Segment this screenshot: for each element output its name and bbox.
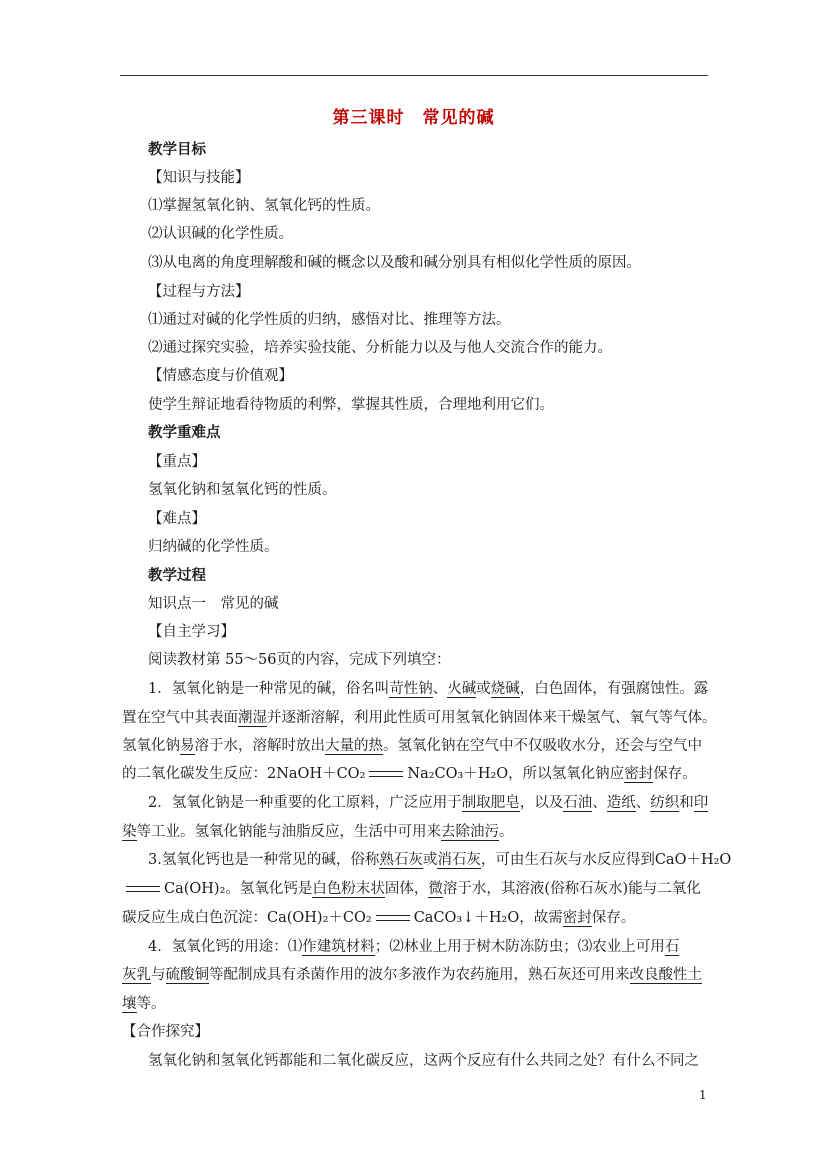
knowledge-item-3: ⑶从电离的角度理解酸和碱的概念以及酸和碱分别具有相似化学性质的原因。 (148, 255, 641, 271)
process-heading: 教学过程 (148, 567, 206, 584)
knowledge-heading: 【知识与技能】 (148, 170, 250, 186)
answer-blank: 密封 (624, 766, 654, 782)
process-item-2: ⑵通过探究实验，培养实验技能、分析能力以及与他人交流合作的能力。 (148, 340, 612, 356)
answer-blank: 改良酸性土 (629, 967, 702, 983)
item-1-line-3: 氢氧化钠易溶于水，溶解时放出大量的热。氢氧化钠在空气中不仅吸收水分，还会与空气中 (122, 738, 702, 754)
emotion-item-1: 使学生辩证地看待物质的利弊，掌握其性质，合理地利用它们。 (148, 397, 554, 413)
difficulty-heading: 【难点】 (148, 511, 206, 527)
page-title: 第三课时 常见的碱 (332, 108, 495, 128)
equals-sign (369, 771, 403, 777)
answer-blank: 石 (664, 939, 680, 955)
equals-sign (126, 886, 160, 892)
emotion-heading: 【情感态度与价值观】 (148, 368, 293, 384)
answer-blank: 硫酸铜 (165, 967, 209, 983)
answer-blank: 白色粉末状 (312, 881, 385, 897)
header-rule (120, 75, 708, 76)
key-point-heading: 【重点】 (148, 454, 206, 470)
item-4-line-3: 壤等。 (122, 996, 166, 1012)
answer-blank: 作建筑材料 (302, 939, 375, 955)
item-4-line-1: 4．氢氧化钙的用途：⑴作建筑材料；⑵林业上用于树木防冻防虫；⑶农业上可用石 (148, 939, 680, 955)
knowledge-item-1: ⑴掌握氢氧化钠、氢氧化钙的性质。 (148, 198, 380, 214)
item-4-line-2: 灰乳与硫酸铜等配制成具有杀菌作用的波尔多液作为农药施用，熟石灰还可用来改良酸性土 (122, 967, 702, 983)
process-method-heading: 【过程与方法】 (148, 284, 250, 300)
answer-blank: 纺织 (650, 795, 680, 811)
item-2-line-1: 2．氢氧化钠是一种重要的化工原料，广泛应用于制取肥皂，以及石油、造纸、纺织和印 (148, 795, 709, 811)
item-3-line-1: 3.氢氧化钙也是一种常见的碱，俗称熟石灰或消石灰，可由生石灰与水反应得到CaO＋H₂O (148, 852, 732, 868)
item-2-line-2: 染等工业。氢氧化钠能与油脂反应，生活中可用来去除油污。 (122, 824, 514, 840)
answer-blank: 消石灰 (437, 852, 481, 868)
answer-blank: 微 (428, 881, 443, 897)
answer-blank: 壤 (122, 996, 137, 1012)
answer-blank: 去除油污 (441, 824, 499, 840)
cooperation-heading: 【合作探究】 (122, 1024, 209, 1040)
cooperation-question: 氢氧化钠和氢氧化钙都能和二氧化碳反应，这两个反应有什么共同之处？有什么不同之 (148, 1053, 699, 1069)
answer-blank: 大量的热 (325, 738, 383, 754)
equals-sign (376, 915, 410, 921)
knowledge-point-title: 知识点一 常见的碱 (148, 596, 279, 612)
key-point-text: 氢氧化钠和氢氧化钙的性质。 (148, 482, 337, 498)
item-3-line-3: 碳反应生成白色沉淀：Ca(OH)₂＋CO₂ CaCO₃↓＋H₂O，故需密封保存。 (122, 910, 636, 926)
answer-blank: 染 (122, 824, 137, 840)
key-heading: 教学重难点 (148, 424, 221, 441)
reading-instruction: 阅读教材第 55～56页的内容，完成下列填空： (148, 652, 451, 668)
page-number: 1 (699, 1088, 707, 1102)
answer-blank: 熟石灰 (379, 852, 423, 868)
answer-blank: 灰乳 (122, 967, 151, 983)
item-1-line-1: 1．氢氧化钠是一种常见的碱，俗名叫苛性钠、火碱或烧碱，白色固体，有强腐蚀性。露 (148, 681, 709, 697)
answer-blank: 潮湿 (238, 710, 267, 726)
answer-blank: 密封 (562, 910, 592, 926)
item-1-line-2: 置在空气中其表面潮湿并逐渐溶解，利用此性质可用氢氧化钠固体来干燥氢气、氧气等气体。 (122, 710, 717, 726)
answer-blank: 烧碱 (490, 681, 520, 697)
answer-blank: 易 (180, 738, 195, 754)
goals-heading: 教学目标 (148, 141, 206, 158)
knowledge-item-2: ⑵认识碱的化学性质。 (148, 226, 293, 242)
answer-blank: 造纸 (606, 795, 636, 811)
self-study-heading: 【自主学习】 (148, 624, 235, 640)
process-item-1: ⑴通过对碱的化学性质的归纳，感悟对比、推理等方法。 (148, 312, 511, 328)
answer-blank: 印 (693, 795, 709, 811)
answer-blank: 制取肥皂 (461, 795, 520, 811)
answer-blank: 苛性钠 (389, 681, 433, 697)
item-1-line-4: 的二氧化碳发生反应：2NaOH＋CO₂ Na₂CO₃＋H₂O，所以氢氧化钠应密封保存。 (122, 766, 697, 782)
item-3-line-2: Ca(OH)₂。氢氧化钙是白色粉末状固体，微溶于水，其溶液(俗称石灰水)能与二氧化 (122, 877, 701, 898)
difficulty-text: 归纳碱的化学性质。 (148, 539, 279, 555)
answer-blank: 石油 (563, 795, 593, 811)
answer-blank: 火碱 (447, 681, 477, 697)
